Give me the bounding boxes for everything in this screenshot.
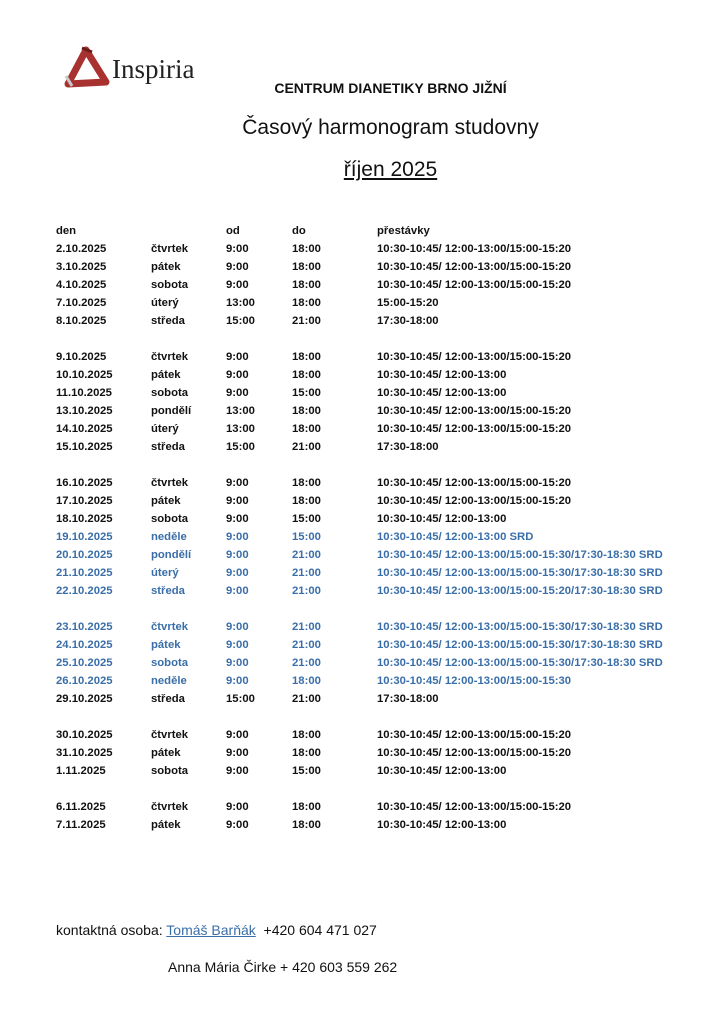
cell-breaks: 10:30-10:45/ 12:00-13:00 [377, 819, 507, 831]
cell-day: sobota [151, 279, 189, 291]
cell-date: 10.10.2025 [56, 369, 113, 381]
cell-day: pondělí [151, 549, 192, 561]
cell-day: pátek [151, 639, 181, 651]
cell-breaks: 10:30-10:45/ 12:00-13:00/15:00-15:20 [377, 243, 572, 255]
header-prestavky: přestávky [377, 225, 430, 237]
cell-to: 15:00 [292, 513, 321, 525]
cell-date: 19.10.2025 [56, 531, 113, 543]
cell-date: 18.10.2025 [56, 513, 113, 525]
cell-breaks: 10:30-10:45/ 12:00-13:00/15:00-15:20 [377, 729, 572, 741]
cell-date: 21.10.2025 [56, 567, 113, 579]
cell-breaks: 17:30-18:00 [377, 441, 439, 453]
cell-to: 18:00 [292, 279, 321, 291]
cell-to: 18:00 [292, 423, 321, 435]
cell-day: úterý [151, 423, 179, 435]
cell-day: čtvrtek [151, 621, 189, 633]
cell-breaks: 10:30-10:45/ 12:00-13:00 [377, 387, 507, 399]
cell-day: čtvrtek [151, 351, 189, 363]
cell-to: 18:00 [292, 477, 321, 489]
cell-day: čtvrtek [151, 243, 189, 255]
cell-date: 4.10.2025 [56, 279, 107, 291]
cell-date: 26.10.2025 [56, 675, 113, 687]
cell-from: 13:00 [226, 405, 255, 417]
cell-to: 21:00 [292, 639, 321, 651]
cell-from: 15:00 [226, 315, 255, 327]
cell-day: neděle [151, 675, 187, 687]
cell-breaks: 10:30-10:45/ 12:00-13:00/15:00-15:20 [377, 261, 572, 273]
cell-date: 23.10.2025 [56, 621, 113, 633]
cell-breaks: 10:30-10:45/ 12:00-13:00/15:00-15:20 [377, 801, 572, 813]
cell-to: 15:00 [292, 765, 321, 777]
cell-to: 18:00 [292, 405, 321, 417]
cell-date: 13.10.2025 [56, 405, 113, 417]
cell-to: 15:00 [292, 387, 321, 399]
cell-date: 17.10.2025 [56, 495, 113, 507]
cell-breaks: 10:30-10:45/ 12:00-13:00/15:00-15:30/17:30-18:30 SRD [377, 567, 663, 579]
cell-from: 13:00 [226, 423, 255, 435]
cell-from: 9:00 [226, 477, 249, 489]
header-od: od [226, 225, 240, 237]
cell-day: pátek [151, 819, 181, 831]
cell-from: 9:00 [226, 549, 249, 561]
cell-date: 6.11.2025 [56, 801, 106, 813]
cell-breaks: 10:30-10:45/ 12:00-13:00/15:00-15:30 [377, 675, 572, 687]
cell-breaks: 10:30-10:45/ 12:00-13:00 SRD [377, 531, 534, 543]
cell-to: 18:00 [292, 261, 321, 273]
cell-day: úterý [151, 567, 179, 579]
cell-to: 21:00 [292, 585, 321, 597]
cell-breaks: 10:30-10:45/ 12:00-13:00/15:00-15:30/17:30-18:30 SRD [377, 657, 663, 669]
cell-day: pátek [151, 495, 181, 507]
cell-to: 18:00 [292, 801, 321, 813]
cell-date: 3.10.2025 [56, 261, 107, 273]
cell-date: 14.10.2025 [56, 423, 113, 435]
cell-date: 2.10.2025 [56, 243, 107, 255]
cell-breaks: 15:00-15:20 [377, 297, 439, 309]
cell-day: čtvrtek [151, 477, 189, 489]
cell-date: 1.11.2025 [56, 765, 106, 777]
cell-day: čtvrtek [151, 729, 189, 741]
cell-date: 22.10.2025 [56, 585, 113, 597]
header-den: den [56, 225, 77, 237]
contact-label: kontaktná osoba: [56, 922, 163, 938]
cell-to: 18:00 [292, 351, 321, 363]
logo-text: Inspiria [112, 53, 195, 84]
cell-from: 15:00 [226, 693, 255, 705]
cell-date: 29.10.2025 [56, 693, 113, 705]
organization-name: CENTRUM DIANETIKY BRNO JIŽNÍ [274, 80, 507, 96]
cell-from: 9:00 [226, 351, 249, 363]
cell-from: 9:00 [226, 387, 249, 399]
cell-breaks: 17:30-18:00 [377, 693, 439, 705]
cell-from: 15:00 [226, 441, 255, 453]
cell-from: 9:00 [226, 369, 249, 381]
cell-breaks: 10:30-10:45/ 12:00-13:00/15:00-15:20/17:30-18:30 SRD [377, 585, 663, 597]
cell-day: pondělí [151, 405, 192, 417]
cell-breaks: 10:30-10:45/ 12:00-13:00/15:00-15:30/17:30-18:30 SRD [377, 549, 663, 561]
cell-from: 9:00 [226, 531, 249, 543]
cell-date: 9.10.2025 [56, 351, 107, 363]
cell-breaks: 10:30-10:45/ 12:00-13:00 [377, 765, 507, 777]
cell-day: středa [151, 441, 185, 453]
cell-to: 18:00 [292, 495, 321, 507]
cell-breaks: 10:30-10:45/ 12:00-13:00/15:00-15:20 [377, 405, 572, 417]
cell-to: 21:00 [292, 693, 321, 705]
cell-day: sobota [151, 387, 189, 399]
cell-breaks: 10:30-10:45/ 12:00-13:00/15:00-15:30/17:30-18:30 SRD [377, 621, 663, 633]
cell-day: středa [151, 315, 185, 327]
cell-to: 15:00 [292, 531, 321, 543]
cell-from: 9:00 [226, 261, 249, 273]
cell-from: 9:00 [226, 567, 249, 579]
cell-breaks: 10:30-10:45/ 12:00-13:00/15:00-15:20 [377, 279, 572, 291]
cell-from: 9:00 [226, 657, 249, 669]
cell-breaks: 10:30-10:45/ 12:00-13:00/15:00-15:30/17:30-18:30 SRD [377, 639, 663, 651]
cell-to: 21:00 [292, 621, 321, 633]
cell-date: 30.10.2025 [56, 729, 113, 741]
cell-day: sobota [151, 765, 189, 777]
cell-to: 21:00 [292, 549, 321, 561]
cell-from: 9:00 [226, 621, 249, 633]
contact-name-link[interactable]: Tomáš Barňák [166, 922, 256, 938]
cell-to: 18:00 [292, 369, 321, 381]
cell-to: 18:00 [292, 675, 321, 687]
cell-from: 9:00 [226, 243, 249, 255]
cell-from: 9:00 [226, 585, 249, 597]
cell-to: 18:00 [292, 297, 321, 309]
cell-date: 11.10.2025 [56, 387, 112, 399]
cell-breaks: 10:30-10:45/ 12:00-13:00/15:00-15:20 [377, 351, 572, 363]
cell-to: 21:00 [292, 315, 321, 327]
cell-date: 7.11.2025 [56, 819, 106, 831]
month-heading: říjen 2025 [343, 158, 438, 181]
cell-day: pátek [151, 747, 181, 759]
cell-to: 18:00 [292, 729, 321, 741]
cell-date: 7.10.2025 [56, 297, 107, 309]
cell-from: 9:00 [226, 819, 249, 831]
cell-day: čtvrtek [151, 801, 189, 813]
cell-from: 9:00 [226, 279, 249, 291]
cell-breaks: 17:30-18:00 [377, 315, 439, 327]
second-contact: Anna Mária Čirke + 420 603 559 262 [168, 959, 398, 975]
cell-from: 13:00 [226, 297, 255, 309]
cell-from: 9:00 [226, 747, 249, 759]
cell-breaks: 10:30-10:45/ 12:00-13:00/15:00-15:20 [377, 423, 572, 435]
cell-to: 18:00 [292, 243, 321, 255]
cell-from: 9:00 [226, 675, 249, 687]
header-do: do [292, 225, 306, 237]
cell-breaks: 10:30-10:45/ 12:00-13:00 [377, 369, 507, 381]
cell-date: 15.10.2025 [56, 441, 113, 453]
cell-breaks: 10:30-10:45/ 12:00-13:00/15:00-15:20 [377, 495, 572, 507]
cell-breaks: 10:30-10:45/ 12:00-13:00/15:00-15:20 [377, 477, 572, 489]
cell-breaks: 10:30-10:45/ 12:00-13:00 [377, 513, 507, 525]
cell-from: 9:00 [226, 495, 249, 507]
cell-day: středa [151, 693, 185, 705]
cell-to: 18:00 [292, 747, 321, 759]
cell-date: 20.10.2025 [56, 549, 113, 561]
cell-date: 16.10.2025 [56, 477, 113, 489]
cell-to: 21:00 [292, 657, 321, 669]
contact-line [56, 922, 377, 938]
cell-day: sobota [151, 657, 189, 669]
cell-from: 9:00 [226, 513, 249, 525]
cell-date: 8.10.2025 [56, 315, 107, 327]
cell-day: pátek [151, 369, 181, 381]
contact-phone: +420 604 471 027 [263, 922, 377, 938]
cell-date: 24.10.2025 [56, 639, 113, 651]
cell-from: 9:00 [226, 729, 249, 741]
cell-from: 9:00 [226, 639, 249, 651]
cell-day: neděle [151, 531, 187, 543]
page-title: Časový harmonogram studovny [242, 116, 539, 139]
cell-to: 21:00 [292, 567, 321, 579]
cell-day: úterý [151, 297, 179, 309]
cell-day: středa [151, 585, 185, 597]
cell-breaks: 10:30-10:45/ 12:00-13:00/15:00-15:20 [377, 747, 572, 759]
cell-day: sobota [151, 513, 189, 525]
cell-to: 21:00 [292, 441, 321, 453]
cell-date: 25.10.2025 [56, 657, 113, 669]
cell-date: 31.10.2025 [56, 747, 113, 759]
cell-to: 18:00 [292, 819, 321, 831]
cell-from: 9:00 [226, 801, 249, 813]
cell-from: 9:00 [226, 765, 249, 777]
cell-day: pátek [151, 261, 181, 273]
